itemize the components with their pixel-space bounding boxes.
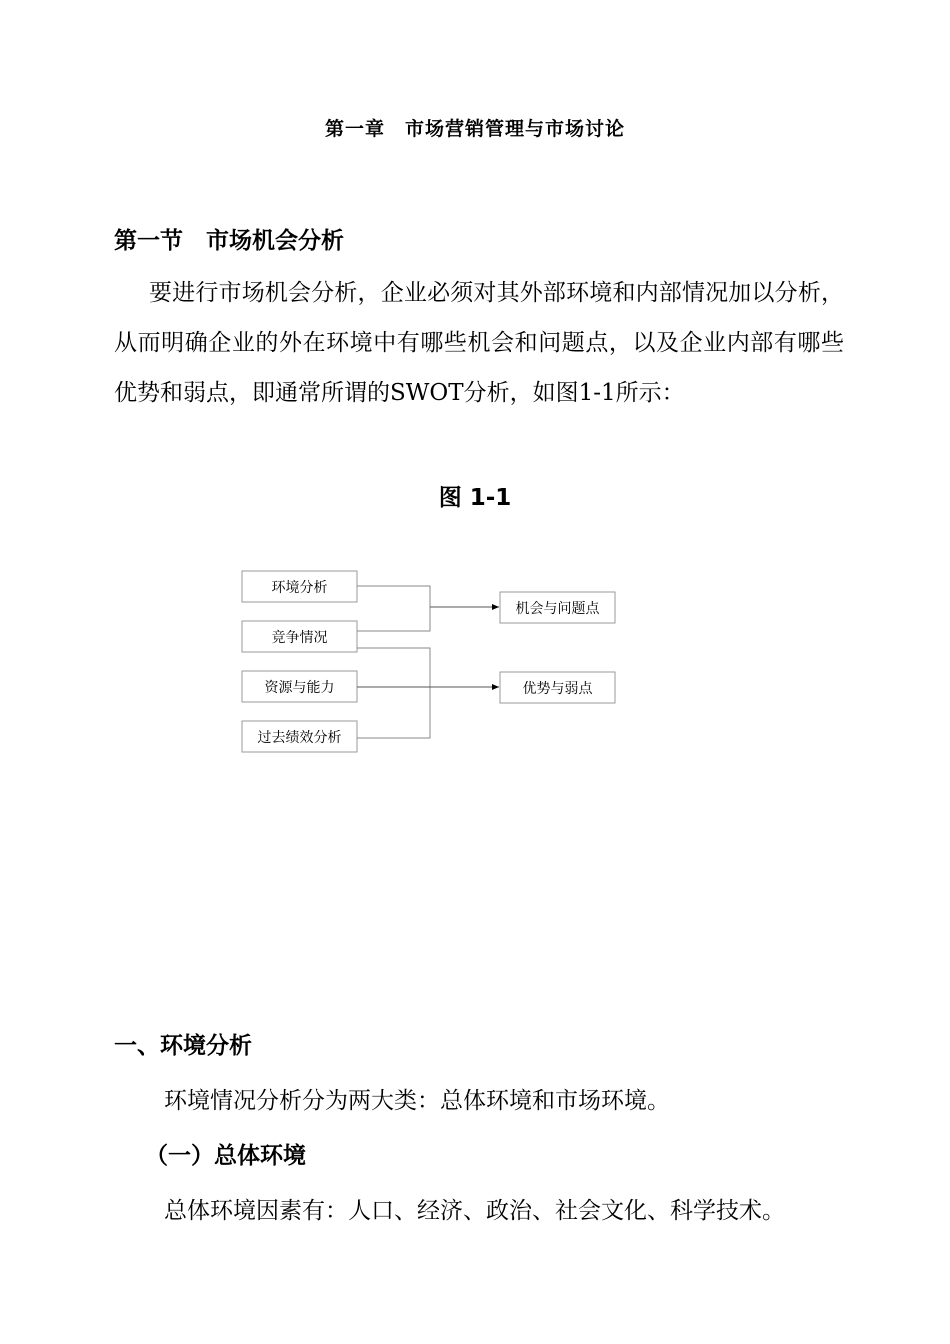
output-label-strengths: 优势与弱点 [522, 681, 593, 697]
chapter-title: 第一章 市场营销管理与市场讨论 [324, 118, 625, 140]
swot-flow-diagram [240, 568, 620, 758]
input-box-performance [242, 721, 357, 752]
output-label-opportunities: 机会与问题点 [515, 601, 600, 617]
environment-sentence: 环境情况分析分为两大类：总体环境和市场环境。 [164, 1088, 670, 1114]
input-label-performance: 过去绩效分析 [257, 730, 342, 746]
input-label-resources: 资源与能力 [264, 680, 335, 696]
figure-title: 图 1-1 [438, 485, 512, 511]
connector-strengths [357, 648, 499, 738]
heading-general-environment: （一）总体环境 [145, 1143, 306, 1169]
heading-environment-analysis: 一、环境分析 [114, 1033, 252, 1059]
input-label-environment: 环境分析 [271, 580, 328, 596]
input-box-competition [242, 621, 357, 652]
input-box-resources [242, 671, 357, 702]
general-factors-sentence: 总体环境因素有：人口、经济、政治、社会文化、科学技术。 [164, 1198, 785, 1224]
input-label-competition: 竞争情况 [271, 630, 328, 646]
connector-opportunities [357, 586, 499, 631]
intro-paragraph: 要进行市场机会分析，企业必须对其外部环境和内部情况加以分析，从而明确企业的外在环境中有哪些机会和问题点，以及企业内部有哪些优势和弱点，即通常所谓的SWOT分析，如图1-1所示： [114, 280, 844, 406]
output-box-strengths [500, 672, 615, 703]
input-box-environment [242, 571, 357, 602]
output-box-opportunities [500, 592, 615, 623]
section-title: 第一节 市场机会分析 [114, 228, 344, 254]
